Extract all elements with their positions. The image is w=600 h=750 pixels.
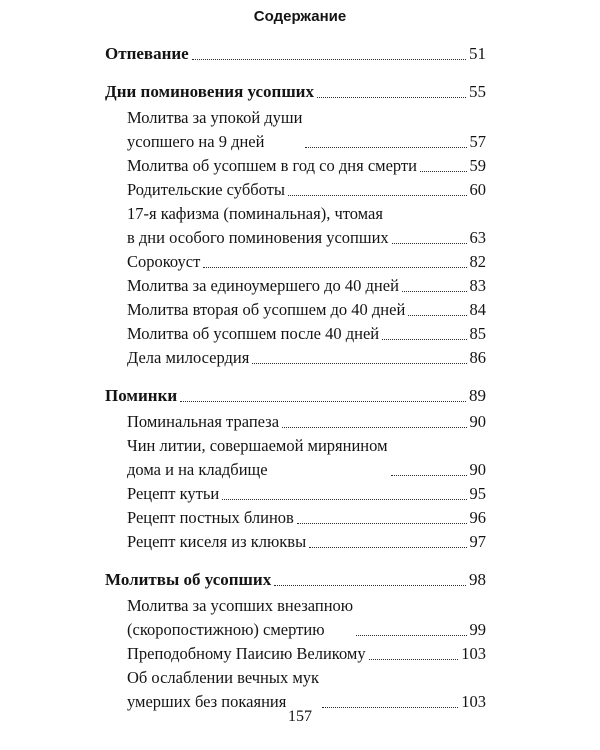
- toc-item-title: [127, 322, 379, 346]
- table-of-contents: [105, 42, 486, 728]
- toc-section-entry[interactable]: [105, 80, 486, 104]
- toc-section: [105, 42, 486, 66]
- page-number: 157: [288, 708, 312, 725]
- toc-item[interactable]: [105, 106, 486, 154]
- toc-item-title: [127, 106, 302, 154]
- toc-item-title: [127, 482, 219, 506]
- toc-item[interactable]: [105, 434, 486, 482]
- dot-leader: [369, 659, 459, 660]
- dot-leader: [420, 171, 467, 172]
- toc-item-title: [127, 178, 285, 202]
- toc-page-number: 57: [469, 132, 486, 151]
- dot-leader: [391, 475, 467, 476]
- dot-leader: [288, 195, 467, 196]
- toc-item-title: [127, 642, 366, 666]
- toc-page-number: 55: [469, 82, 486, 101]
- toc-item[interactable]: [105, 410, 486, 434]
- dot-leader: [305, 147, 466, 148]
- toc-section-title: Отпевание: [105, 44, 189, 63]
- toc-page-number: 59: [469, 156, 486, 175]
- dot-leader: [252, 363, 466, 364]
- toc-page-number: 95: [469, 484, 486, 503]
- toc-item-title: [127, 202, 389, 250]
- toc-page-number: 90: [469, 460, 486, 479]
- toc-item-text: Молитва за упокой души: [127, 108, 303, 127]
- toc-page-number: 90: [469, 412, 486, 431]
- toc-item[interactable]: [105, 506, 486, 530]
- toc-item-title: [127, 346, 249, 370]
- dot-leader: [408, 315, 466, 316]
- toc-item-title: [127, 154, 417, 178]
- dot-leader: [192, 59, 466, 60]
- toc-page-number: 99: [469, 620, 486, 639]
- toc-page-number: 98: [469, 570, 486, 589]
- toc-item-text: Родительские субботы: [127, 180, 285, 199]
- toc-item-text: Молитва вторая об усопшем до 40 дней: [127, 300, 406, 319]
- toc-item-text: умерших без покаяния: [127, 692, 287, 711]
- page-heading: Содержание: [253, 8, 347, 25]
- dot-leader: [222, 499, 466, 500]
- toc-page-number: 103: [461, 692, 486, 711]
- toc-item-text: в дни особого поминовения усопших: [127, 228, 389, 247]
- dot-leader: [297, 523, 467, 524]
- dot-leader: [402, 291, 467, 292]
- toc-item-text: Сорокоуст: [127, 252, 201, 271]
- dot-leader: [317, 97, 466, 98]
- toc-section: [105, 384, 486, 554]
- toc-item-text: 17-я кафизма (поминальная), чтомая: [127, 204, 383, 223]
- toc-page-number: 60: [469, 180, 486, 199]
- toc-item[interactable]: [105, 250, 486, 274]
- toc-item[interactable]: [105, 666, 486, 714]
- toc-item-title: [127, 298, 405, 322]
- toc-page-number: 82: [469, 252, 486, 271]
- toc-section-entry[interactable]: [105, 568, 486, 592]
- toc-item[interactable]: [105, 202, 486, 250]
- dot-leader: [180, 401, 466, 402]
- toc-section: [105, 80, 486, 370]
- toc-page-number: 85: [469, 324, 486, 343]
- toc-section-title: Молитвы об усопших: [105, 570, 272, 589]
- toc-page-number: 83: [469, 276, 486, 295]
- dot-leader: [356, 635, 466, 636]
- toc-item-text: дома и на кладбище: [127, 460, 268, 479]
- toc-item-text: Рецепт постных блинов: [127, 508, 294, 527]
- toc-item[interactable]: [105, 154, 486, 178]
- toc-item-text: Об ослаблении вечных мук: [127, 668, 320, 687]
- dot-leader: [309, 547, 466, 548]
- toc-item-text: Поминальная трапеза: [127, 412, 280, 431]
- toc-item-title: [127, 410, 279, 434]
- toc-item-title: [127, 506, 294, 530]
- toc-item[interactable]: [105, 482, 486, 506]
- dot-leader: [392, 243, 467, 244]
- toc-item-text: усопшего на 9 дней: [127, 132, 265, 151]
- toc-item-text: (скоропостижною) смертию: [127, 620, 325, 639]
- dot-leader: [274, 585, 466, 586]
- toc-section-entry[interactable]: [105, 42, 486, 66]
- toc-section-title: Дни поминовения усопших: [105, 82, 314, 101]
- toc-item-title: [127, 666, 319, 714]
- toc-item-text: Рецепт киселя из клюквы: [127, 532, 307, 551]
- toc-section-title: Поминки: [105, 386, 178, 405]
- dot-leader: [382, 339, 466, 340]
- toc-item-text: Чин литии, совершаемой мирянином: [127, 436, 388, 455]
- toc-item[interactable]: [105, 642, 486, 666]
- toc-page-number: 103: [461, 644, 486, 663]
- toc-page-number: 63: [469, 228, 486, 247]
- toc-page-number: 51: [469, 44, 486, 63]
- toc-item[interactable]: [105, 530, 486, 554]
- toc-item[interactable]: [105, 322, 486, 346]
- toc-section-entry[interactable]: [105, 384, 486, 408]
- toc-page-number: 96: [469, 508, 486, 527]
- toc-item-text: Молитва об усопшем в год со дня смерти: [127, 156, 417, 175]
- toc-section: [105, 568, 486, 714]
- toc-item-title: [127, 274, 399, 298]
- dot-leader: [203, 267, 466, 268]
- toc-item-text: Преподобному Паисию Великому: [127, 644, 366, 663]
- toc-item-text: Рецепт кутьи: [127, 484, 220, 503]
- toc-page-number: 84: [469, 300, 486, 319]
- toc-item[interactable]: [105, 274, 486, 298]
- toc-item-text: Молитва за единоумершего до 40 дней: [127, 276, 399, 295]
- toc-item-text: Молитва за усопших внезапною: [127, 596, 354, 615]
- toc-item[interactable]: [105, 178, 486, 202]
- toc-item-text: Дела милосердия: [127, 348, 250, 367]
- toc-item-title: [127, 250, 200, 274]
- toc-item-title: [127, 530, 306, 554]
- toc-item-text: Молитва об усопшем после 40 дней: [127, 324, 380, 343]
- toc-item[interactable]: [105, 298, 486, 322]
- toc-page-number: 89: [469, 386, 486, 405]
- dot-leader: [282, 427, 466, 428]
- toc-page-number: 97: [469, 532, 486, 551]
- toc-page-number: 86: [469, 348, 486, 367]
- toc-item-title: [127, 594, 353, 642]
- toc-item[interactable]: [105, 594, 486, 642]
- toc-item-title: [127, 434, 388, 482]
- toc-item[interactable]: [105, 346, 486, 370]
